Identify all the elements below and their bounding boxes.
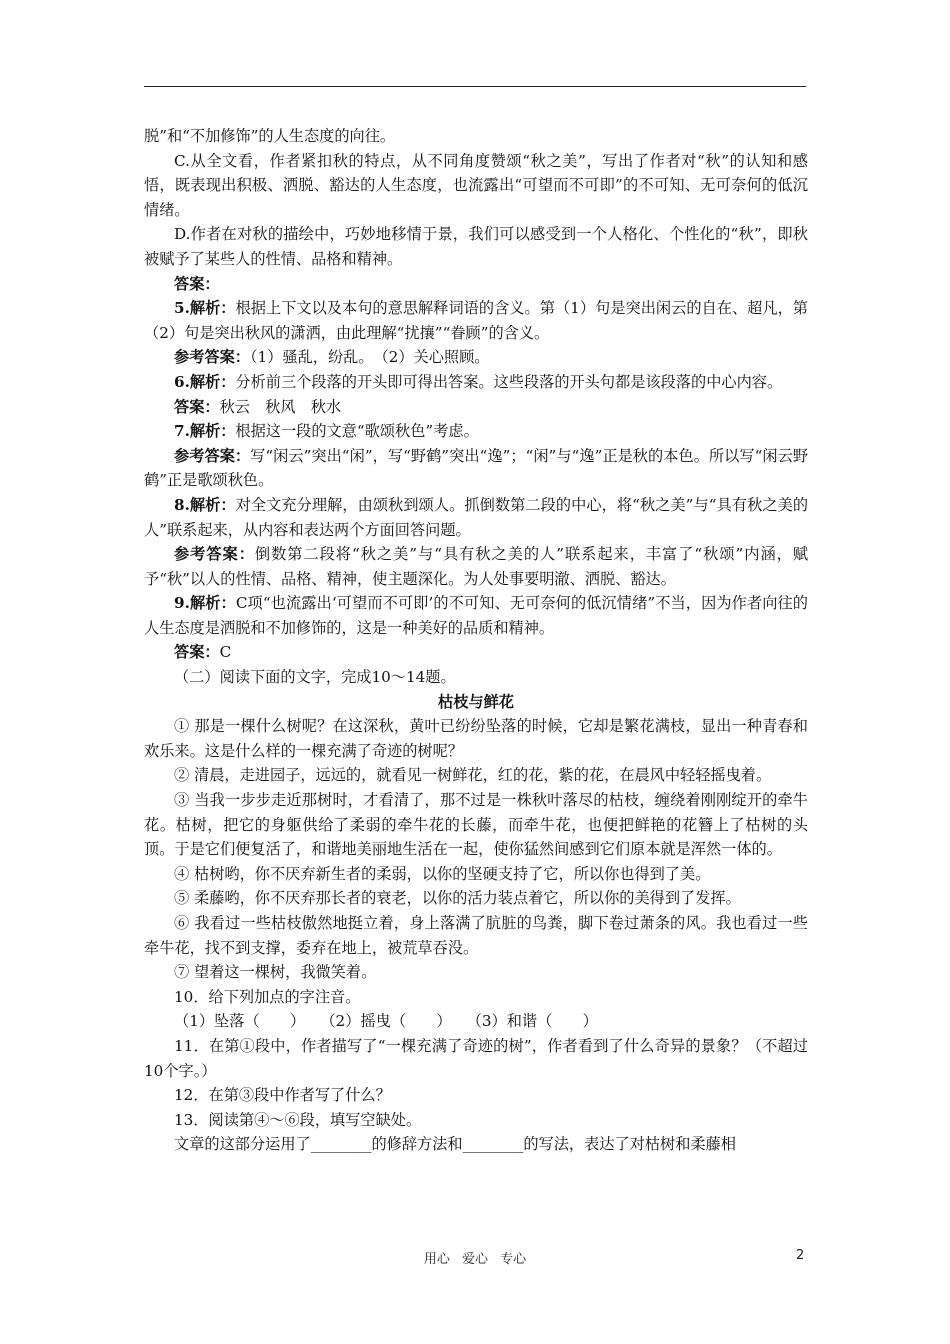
- option-d: D.作者在对秋的描绘中，巧妙地移情于景，我们可以感受到一个人格化、个性化的“秋”，即秋被赋予了某些人的性情、品格和精神。: [144, 225, 808, 268]
- q6-text: 分析前三个段落的开头即可得出答案。这些段落的开头句都是该段落的中心内容。: [235, 372, 783, 391]
- q5-reference: [144, 345, 808, 370]
- q7-text: 根据这一段的文意“歌颂秋色”考虑。: [235, 422, 479, 441]
- passage-paragraph-3: ③ 当我一步步走近那树时，才看清了，那不过是一株秋叶落尽的枯枝，缠绕着刚刚绽开的牵牛花。枯树，把它的身躯供给了柔弱的牵牛花的长藤，而牵牛花，也便把鲜艳的花簪上了枯树的头顶。于是它们便复活了，和谐地美丽地生活在一起，使你猛然间感到它们原本就是浑然一体的。: [144, 791, 808, 859]
- passage-paragraph-7: ⑦ 望着这一棵树，我微笑着。: [174, 963, 377, 982]
- q5-text: 根据上下文以及本句的意思解释词语的含义。第（1）句是突出闲云的自在、超凡，第（2）句是突出秋风的潇洒，由此理解“扰攘”“眷顾”的含义。: [144, 299, 808, 342]
- footer-motto: 用心 爱心 专心: [423, 1252, 527, 1267]
- passage-paragraph-4: ④ 枯树哟，你不厌弃新生者的柔弱，以你的坚硬支持了它，所以你也得到了美。: [174, 864, 711, 883]
- q7-label: 7.解析：: [174, 422, 236, 441]
- q9-analysis: [144, 591, 808, 640]
- q8-analysis: [144, 493, 808, 542]
- question-12: 12．在第③段中作者写了什么？: [174, 1086, 391, 1105]
- q6-analysis: [144, 370, 808, 395]
- section-two-heading: （二）阅读下面的文字，完成10～14题。: [174, 668, 456, 687]
- q5-ref-label: 参考答案：: [174, 348, 250, 367]
- q9-label: 9.解析：: [174, 594, 236, 613]
- q5-label: 5.解析：: [174, 299, 236, 318]
- question-11: 11．在第①段中，作者描写了“一棵充满了奇迹的树”，作者看到了什么奇异的景象？（不超过10个字。）: [144, 1036, 808, 1080]
- passage-paragraph-1: ① 那是一棵什么树呢？在这深秋，黄叶已纷纷坠落的时候，它却是繁花满枝，显出一种青春和欢乐来。这是什么样的一棵充满了奇迹的树呢？: [144, 717, 808, 760]
- q9-answer: [144, 640, 808, 665]
- q8-label: 8.解析：: [174, 495, 236, 514]
- q8-ref-label: 参考答案：: [174, 545, 255, 564]
- q9-ans-label: 答案：: [174, 643, 220, 662]
- q8-reference: [144, 542, 808, 591]
- q8-text: 对全文充分理解，由颂秋到颂人。抓倒数第二段的中心，将“秋之美”与“具有秋之美的人”联系起来，从内容和表达两个方面回答问题。: [144, 495, 809, 539]
- q6-label: 6.解析：: [174, 372, 236, 391]
- q8-ref-text: 倒数第二段将“秋之美”与“具有秋之美的人”联系起来，丰富了“秋颂”内涵，赋予“秋”以人的性情、品格、精神，使主题深化。为人处事要明澈、洒脱、豁达。: [144, 545, 809, 588]
- page-number: 2: [796, 1248, 805, 1263]
- document-body: [144, 124, 808, 1157]
- option-c: C.从全文看，作者紧扣秋的特点，从不同角度赞颂“秋之美”，写出了作者对“秋”的认知和感悟，既表现出积极、洒脱、豁达的人生态度，也流露出“可望而不可即”的不可知、无可奈何的低沉情绪。: [144, 151, 808, 219]
- answer-line: [144, 272, 808, 297]
- question-13: 13．阅读第④～⑥段，填写空缺处。: [174, 1110, 422, 1129]
- q7-ref-text: 写“闲云”突出“闲”，写“野鹤”突出“逸”；“闲”与“逸”正是秋的本色。所以写“闲云野鹤”正是歌颂秋色。: [144, 446, 809, 490]
- passage-title: 枯枝与鲜花: [438, 692, 514, 711]
- q6-answer: [144, 395, 808, 420]
- q7-reference: [144, 444, 808, 493]
- passage-paragraph-6: ⑥ 我看过一些枯枝傲然地挺立着，身上落满了肮脏的鸟粪，脚下卷过萧条的风。我也看过一些牵牛花，找不到支撑，委弃在地上，被荒草吞没。: [144, 914, 808, 957]
- q6-ans-text: 秋云 秋风 秋水: [219, 397, 342, 416]
- question-13-fill: 文章的这部分运用了________的修辞方法和________的写法，表达了对枯树和柔藤相: [174, 1135, 736, 1154]
- passage-paragraph-5: ⑤ 柔藤哟，你不厌弃那长者的衰老，以你的活力装点着它，所以你的美得到了发挥。: [174, 889, 741, 908]
- q9-ans-text: C: [219, 643, 232, 662]
- answer-label: 答案：: [174, 274, 220, 293]
- q5-ref-text: （1）骚乱，纷乱。 （2）关心照顾。: [249, 348, 490, 367]
- question-10: 10．给下列加点的字注音。: [174, 987, 361, 1006]
- q7-ref-label: 参考答案：: [174, 446, 251, 465]
- q6-ans-label: 答案：: [174, 397, 220, 416]
- header-rule: [144, 86, 806, 87]
- passage-paragraph-2: ② 清晨，走进园子，远远的，就看见一树鲜花，红的花，紫的花，在晨风中轻轻摇曳着。: [174, 766, 772, 785]
- q5-analysis: [144, 296, 808, 345]
- question-10-options: （1）坠落（ ） （2）摇曳（ ） （3）和谐（ ）: [174, 1012, 598, 1031]
- q7-analysis: [144, 419, 808, 444]
- q9-text: C项“也流露出‘可望而不可即’的不可知、无可奈何的低沉情绪”不当，因为作者向往的人生态度是洒脱和不加修饰的，这是一种美好的品质和精神。: [144, 594, 808, 637]
- continued-line: 脱”和“不加修饰”的人生态度的向往。: [144, 127, 396, 145]
